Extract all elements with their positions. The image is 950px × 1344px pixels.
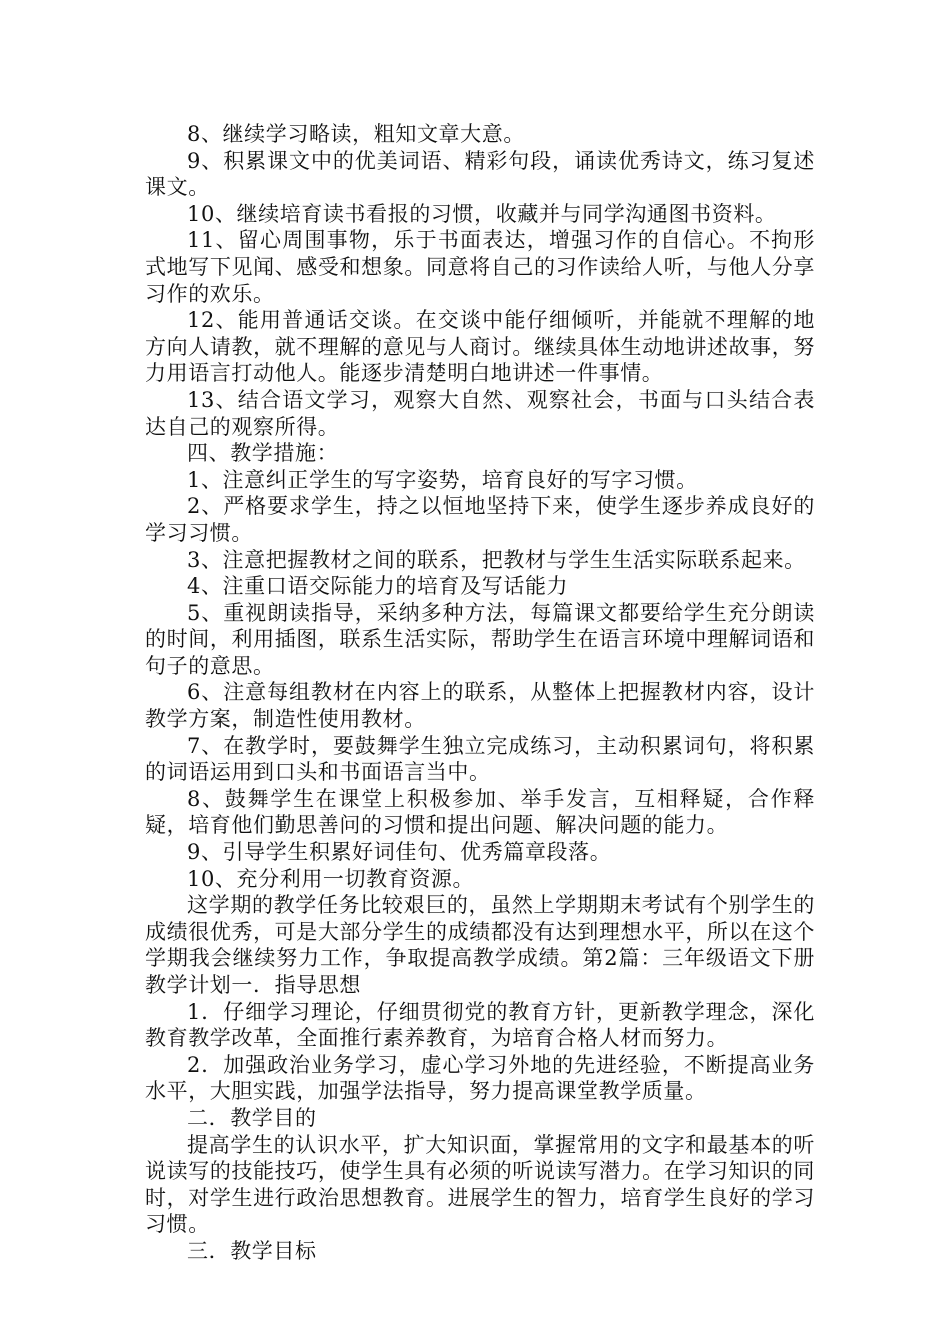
paragraph-goal-9: 9、积累课文中的优美词语、精彩句段，诵读优秀诗文，练习复述课文。 [145, 148, 815, 200]
paragraph-goal-8: 8、继续学习略读，粗知文章大意。 [187, 122, 525, 146]
paragraph-measure-1: 1、注意纠正学生的写字姿势，培育良好的写字习惯。 [187, 467, 698, 492]
paragraph-measure-7: 7、在教学时，要鼓舞学生独立完成练习，主动积累词句，将积累的词语运用到口头和书面语言当中。 [145, 733, 815, 785]
paragraph-measure-2: 2、严格要求学生，持之以恒地坚持下来，使学生逐步养成良好的学习习惯。 [145, 494, 815, 545]
paragraph-goal-10: 10、继续培育读书看报的习惯，收藏并与同学沟通图书资料。 [187, 201, 777, 226]
section-heading-objectives: 三．教学目标 [187, 1238, 317, 1263]
section-heading-measures: 四、教学措施： [187, 441, 339, 466]
paragraph-goal-13: 13、结合语文学习，观察大自然、观察社会，书面与口头结合表达自己的观察所得。 [145, 387, 815, 439]
paragraph-guide-1: 1．仔细学习理论，仔细贯彻党的教育方针，更新教学理念，深化教育教学改革，全面推行素养教育，为培育合格人材而努力。 [145, 999, 815, 1051]
section-heading-purpose: 二．教学目的 [187, 1105, 317, 1130]
paragraph-purpose: 提高学生的认识水平，扩大知识面，掌握常用的文字和最基本的听说读写的技能技巧，使学生具有必须的听说读写潜力。在学习知识的同时，对学生进行政治思想教育。进展学生的智力，培育学生良好的学习习惯。 [145, 1132, 815, 1237]
document-body [145, 121, 815, 1265]
paragraph-measure-3: 3、注意把握教材之间的联系，把教材与学生生活实际联系起来。 [187, 547, 806, 572]
paragraph-measure-10: 10、充分利用一切教育资源。 [187, 866, 475, 891]
paragraph-summary: 这学期的教学任务比较艰巨的，虽然上学期期末考试有个别学生的成绩很优秀，可是大部分学生的成绩都没有达到理想水平，所以在这个学期我会继续努力工作，争取提高教学成绩。第2篇：三年级语文下册教学计划一．指导思想 [145, 893, 815, 997]
paragraph-goal-11: 11、留心周围事物，乐于书面表达，增强习作的自信心。不拘形式地写下见闻、感受和想象。同意将自己的习作读给人听，与他人分享习作的欢乐。 [145, 228, 815, 306]
paragraph-measure-6: 6、注意每组教材在内容上的联系，从整体上把握教材内容，设计教学方案，制造性使用教材。 [145, 680, 815, 732]
paragraph-measure-5: 5、重视朗读指导，采纳多种方法，每篇课文都要给学生充分朗读的时间，利用插图，联系生活实际，帮助学生在语言环境中理解词语和句子的意思。 [145, 600, 815, 678]
paragraph-measure-8: 8、鼓舞学生在课堂上积极参加、举手发言，互相释疑，合作释疑，培育他们勤思善问的习惯和提出问题、解决问题的能力。 [145, 786, 815, 838]
paragraph-guide-2: 2．加强政治业务学习，虚心学习外地的先进经验，不断提高业务水平，大胆实践，加强学法指导，努力提高课堂教学质量。 [145, 1052, 815, 1104]
paragraph-goal-12: 12、能用普通话交谈。在交谈中能仔细倾听，并能就不理解的地方向人请教，就不理解的意见与人商讨。继续具体生动地讲述故事，努力用语言打动他人。能逐步清楚明白地讲述一件事情。 [145, 308, 815, 386]
paragraph-measure-4: 4、注重口语交际能力的培育及写话能力 [187, 574, 569, 599]
paragraph-measure-9: 9、引导学生积累好词佳句、优秀篇章段落。 [187, 840, 612, 865]
